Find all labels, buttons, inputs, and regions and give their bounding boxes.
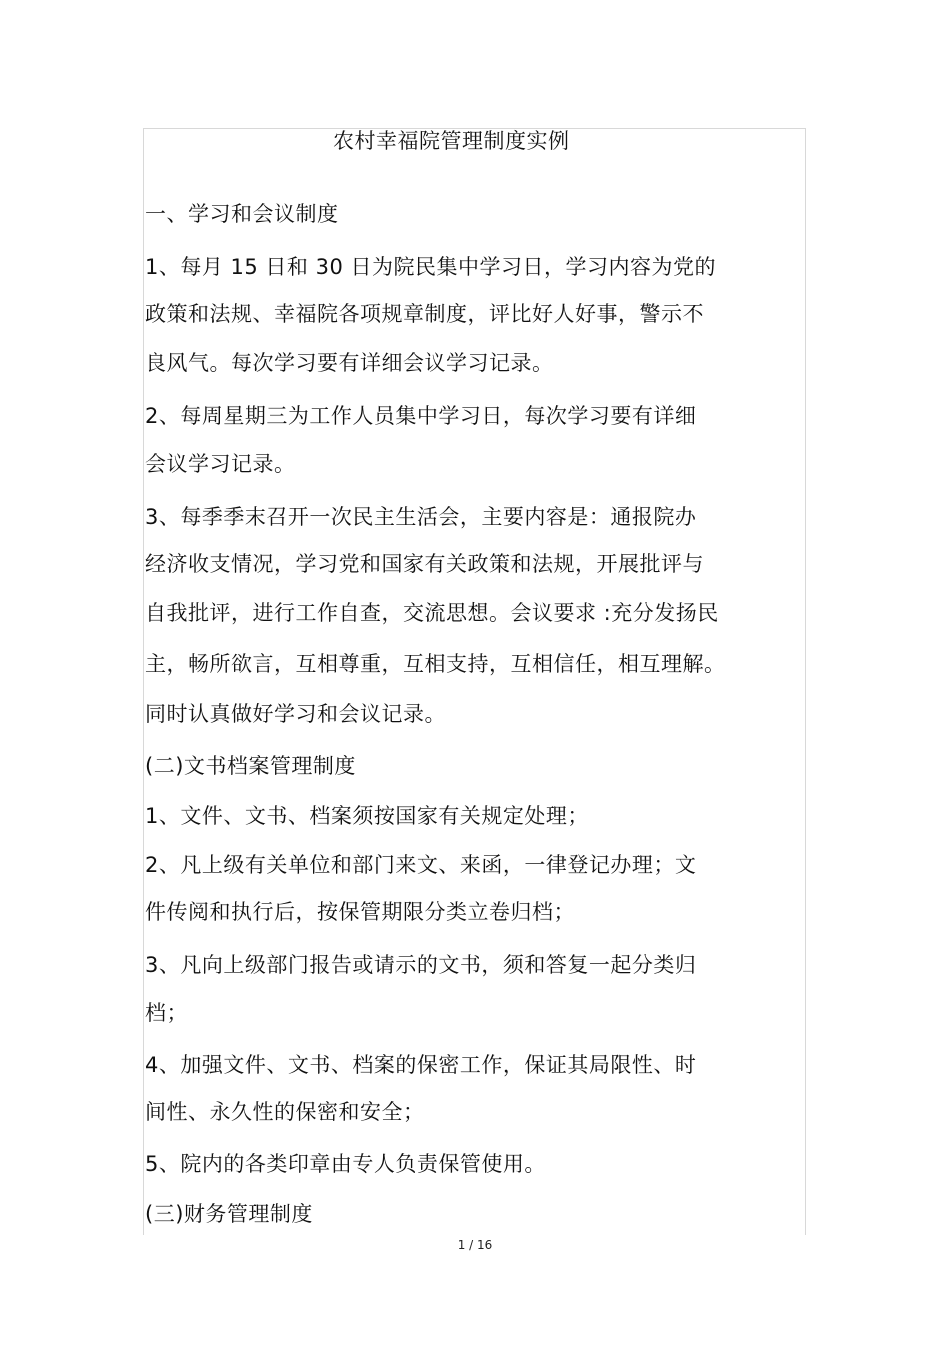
paragraph-line: 2、每周星期三为工作人员集中学习日，每次学习要有详细 [145, 404, 697, 428]
page-number: 1 / 16 [457, 1238, 493, 1252]
paragraph-line: 同时认真做好学习和会议记录。 [145, 702, 446, 726]
paragraph-line: 5、院内的各类印章由专人负责保管使用。 [145, 1152, 546, 1176]
paragraph-line: 1、文件、文书、档案须按国家有关规定处理； [145, 804, 589, 828]
paragraph-line: 3、每季季末召开一次民主生活会，主要内容是：通报院办 [145, 505, 697, 529]
section-heading-2: (二)文书档案管理制度 [145, 754, 356, 778]
paragraph-line: 3、凡向上级部门报告或请示的文书，须和答复一起分类归 [145, 953, 697, 977]
document-title: 农村幸福院管理制度实例 [333, 129, 570, 153]
paragraph-line: 政策和法规、幸福院各项规章制度，评比好人好事，警示不 [145, 302, 704, 326]
paragraph-line: 档； [145, 1001, 188, 1025]
paragraph-line: 会议学习记录。 [145, 452, 296, 476]
paragraph-line: 2、凡上级有关单位和部门来文、来函，一律登记办理；文 [145, 853, 697, 877]
section-heading-1: 一、学习和会议制度 [145, 202, 339, 226]
paragraph-line: 良风气。每次学习要有详细会议学习记录。 [145, 351, 554, 375]
paragraph-line: 1、每月 15 日和 30 日为院民集中学习日，学习内容为党的 [145, 255, 717, 279]
paragraph-line: 主，畅所欲言，互相尊重，互相支持，互相信任，相互理解。 [145, 652, 726, 676]
paragraph-line: 自我批评，进行工作自查，交流思想。会议要求 :充分发扬民 [145, 601, 719, 625]
paragraph-line: 经济收支情况，学习党和国家有关政策和法规，开展批评与 [145, 552, 704, 576]
paragraph-line: 间性、永久性的保密和安全； [145, 1100, 425, 1124]
section-heading-3: (三)财务管理制度 [145, 1202, 313, 1226]
paragraph-line: 4、加强文件、文书、档案的保密工作，保证其局限性、时 [145, 1053, 697, 1077]
paragraph-line: 件传阅和执行后，按保管期限分类立卷归档； [145, 900, 575, 924]
